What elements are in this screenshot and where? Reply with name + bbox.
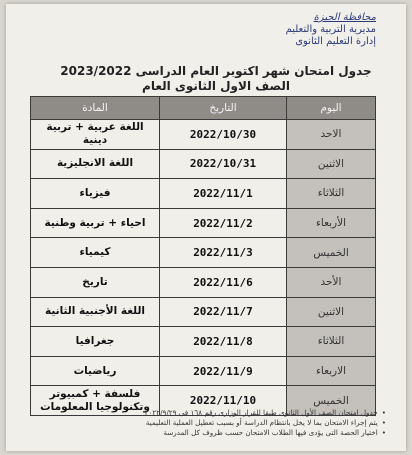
letterhead (216, 12, 376, 48)
day-cell: الخميس (287, 386, 376, 416)
subject-cell: جغرافيا (31, 327, 160, 357)
date-cell: 2022/10/31 (160, 149, 287, 179)
table-row (31, 297, 376, 327)
subject-cell: فيزياء (31, 179, 160, 209)
date-cell: 2022/11/10 (160, 386, 287, 416)
bullet-icon: • (381, 428, 386, 437)
table-row (31, 208, 376, 238)
note-text: يتم إجراء الامتحان بما لا يخل بانتظام الدراسة أو بسبب تعطيل العملية التعليمية (145, 418, 378, 427)
day-cell: الاثنين (287, 149, 376, 179)
date-cell: 2022/11/6 (160, 267, 287, 297)
date-cell: 2022/11/9 (160, 356, 287, 386)
subject-cell: اللغة الانجليزية (31, 149, 160, 179)
subject-cell: اللغة الأجنبية الثانية (31, 297, 160, 327)
day-cell: الأحد (287, 267, 376, 297)
header-day: اليوم (287, 97, 376, 120)
note-item (16, 408, 386, 418)
subject-cell: تاريخ (31, 267, 160, 297)
day-cell: الاحد (287, 120, 376, 150)
table-row (31, 238, 376, 268)
note-item (16, 428, 386, 438)
day-cell: الخميس (287, 238, 376, 268)
day-cell: الاربعاء (287, 356, 376, 386)
note-item (16, 418, 386, 428)
table-header-row (31, 97, 376, 120)
notes-list (16, 408, 386, 438)
administration-label: إدارة التعليم الثانوى (295, 36, 376, 47)
subject-cell: كيمياء (31, 238, 160, 268)
day-cell: الثلاثاء (287, 179, 376, 209)
subject-cell: احياء + تربية وطنية (31, 208, 160, 238)
subject-cell: اللغة عربية + تربية دينية (31, 120, 160, 150)
directorate-label: مديرية التربية والتعليم (285, 24, 376, 35)
date-cell: 2022/10/30 (160, 120, 287, 150)
header-date: التاريخ (160, 97, 287, 120)
table-row (31, 356, 376, 386)
governorate-label: محافظة الجيزة (313, 12, 376, 23)
note-text: جدول امتحان الصف الأول الثانوى طبقا للقرار الوزارى رقم ١٦٨ فى ٢٠٢٢/٩/٢٩ (144, 408, 378, 417)
exam-schedule-sheet (6, 4, 406, 451)
table-row (31, 120, 376, 150)
subject-cell: فلسفة + كمبيوتر وتكنولوجيا المعلومات (31, 386, 160, 416)
day-cell: الثلاثاء (287, 327, 376, 357)
day-cell: الأربعاء (287, 208, 376, 238)
schedule-title (46, 64, 386, 94)
title-line-2: الصف الاول الثانوى العام (142, 79, 290, 93)
date-cell: 2022/11/3 (160, 238, 287, 268)
table-row (31, 327, 376, 357)
exam-table (30, 96, 376, 416)
bullet-icon: • (381, 418, 386, 427)
header-subject: المادة (31, 97, 160, 120)
table-row (31, 267, 376, 297)
date-cell: 2022/11/2 (160, 208, 287, 238)
day-cell: الاثنين (287, 297, 376, 327)
title-line-1: جدول امتحان شهر اكتوبر العام الدراسى 2023/2022 (60, 64, 372, 78)
note-text: اختيار الحصة التى يؤدى فيها الطلاب الامتحان حسب ظروف كل المدرسة (163, 428, 378, 437)
subject-cell: رياضيات (31, 356, 160, 386)
date-cell: 2022/11/8 (160, 327, 287, 357)
table-row (31, 149, 376, 179)
bullet-icon: • (381, 408, 386, 417)
date-cell: 2022/11/1 (160, 179, 287, 209)
table-row (31, 179, 376, 209)
date-cell: 2022/11/7 (160, 297, 287, 327)
